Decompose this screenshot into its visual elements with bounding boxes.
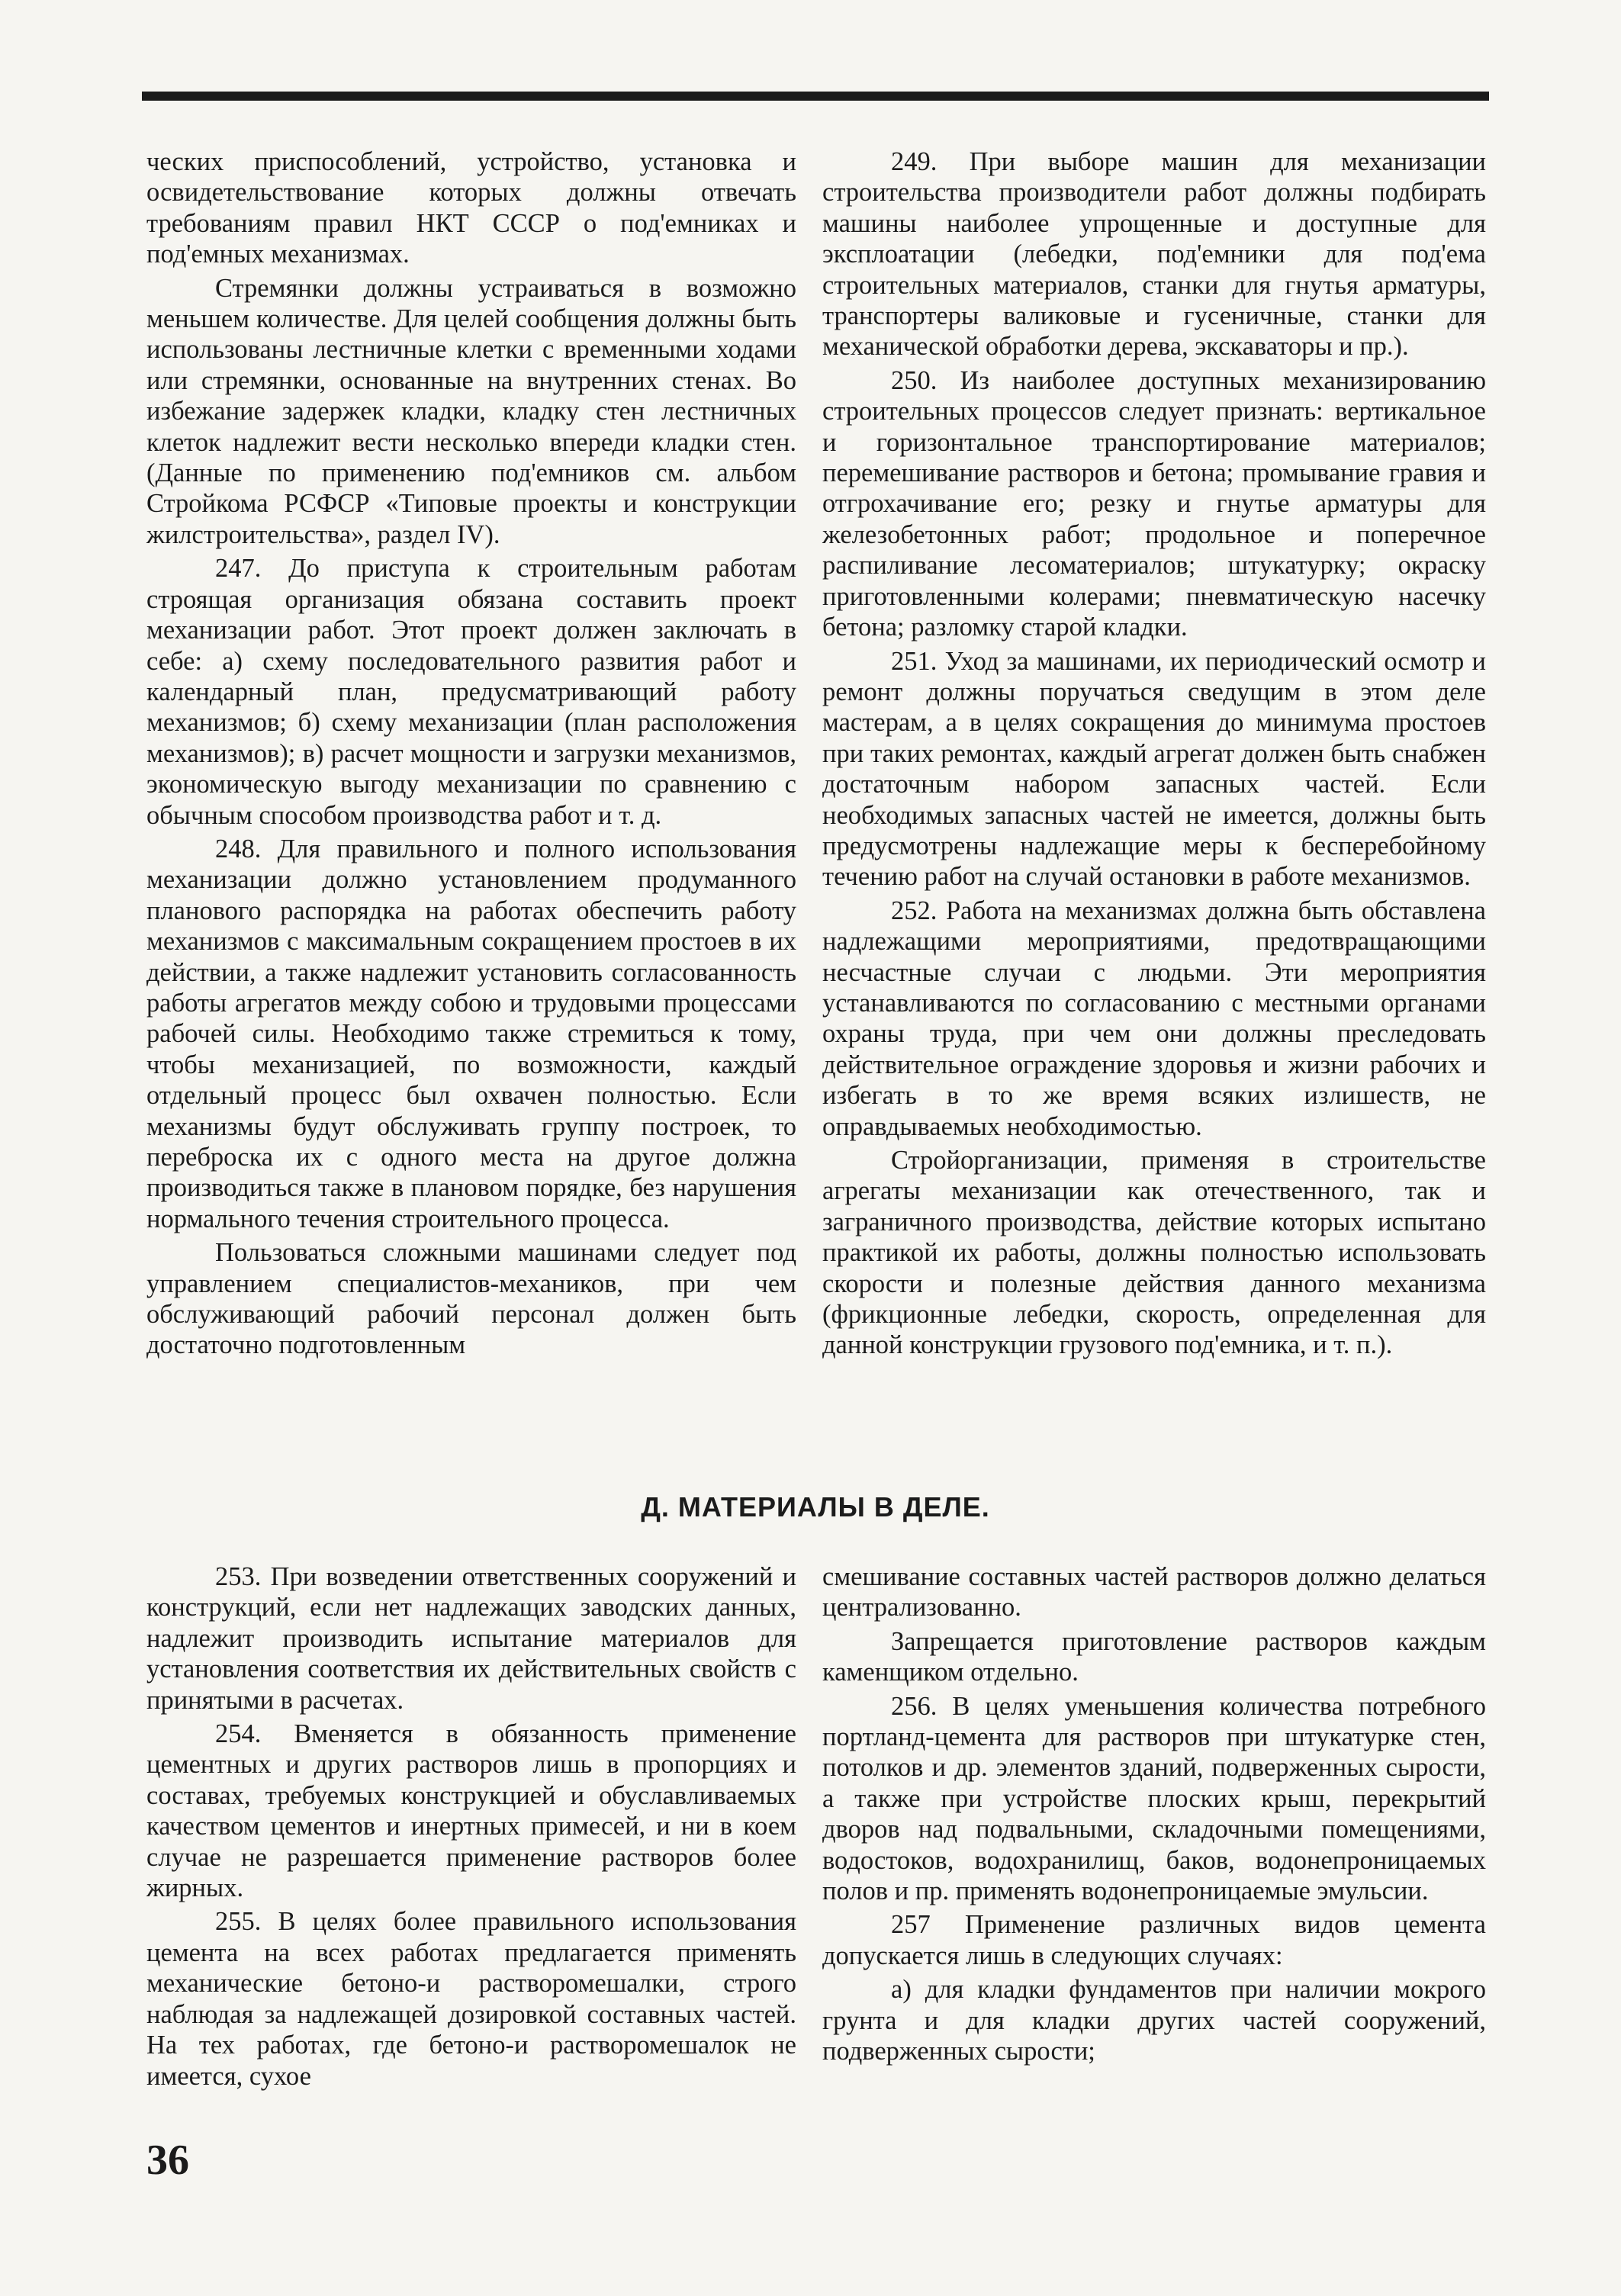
paragraph: Стремянки должны устраиваться в возможно меньшем количестве. Для целей сообщения должны быть использованы лестничные клетки с временными ходами или стремянки, основанные на внутренних стенах. Во избежание задержек кладки, кладку стен лестничных клеток надлежит вести несколько впереди кладки стен. (Данные по применению под'емников см. альбом Стройкома РСФСР «Типовые проекты и конструкции жилстроительства», раздел IV). — [146, 273, 796, 549]
column-lower-left — [146, 1561, 796, 2095]
paragraph-247: 247. До приступа к строительным работам строящая организация обязана составить проект механизации работ. Этот проект должен заключать в себе: а) схему последовательного развития работ и календарный план, предусматривающий работу механизмов; б) схему механизации (план расположения механизмов); в) расчет мощности и загрузки механизмов, экономическую выгоду механизации по сравнению с обычным способом производства работ и т. д. — [146, 554, 796, 830]
paragraph-249: 249. При выборе машин для механизации строительства производители работ должны подбирать машины наиболее упрощенные и доступные для эксплоатации (лебедки, под'емники для под'ема строительных материалов, станки для гнутья арматуры, транспортеры валиковые и гусеничные, станки для механической обработки дерева, экскаваторы и пр.). — [822, 147, 1486, 362]
paragraph: ческих приспособлений, устройство, установка и освидетельствование которых должны отвечать требованиям правил НКТ СССР о под'емниках и под'емных механизмах. — [146, 147, 796, 269]
paragraph-255: 255. В целях более правильного использования цемента на всех работах предлагается применять механические бетоно-и растворомешалки, строго наблюдая за надлежащей дозировкой составных частей. На тех работах, где бетоно-и растворомешалок не имеется, сухое — [146, 1907, 796, 2091]
paragraph-254: 254. Вменяется в обязанность применение цементных и других растворов лишь в пропорциях и составах, требуемых конструкцией и обуславливаемых качеством цементов и инертных примесей, и ни в коем случае не разрешается применение растворов более жирных. — [146, 1719, 796, 1903]
paragraph-248: 248. Для правильного и полного использования механизации должно установлением продуманного планового распорядка на работах обеспечить работу механизмов с максимальным сокращением простоев в их действии, а также надлежит установить согласованность работы агрегатов между собою и трудовыми процессами рабочей силы. Необходимо также стремиться к тому, чтобы механизацией, по возможности, каждый отдельный процесс был охвачен полностью. Если механизмы будут обслуживать группу построек, то переброска их с одного места на другое должна производиться также в плановом порядке, без нарушения нормального течения строительного процесса. — [146, 834, 796, 1233]
paragraph-257: 257 Применение различных видов цемента допускается лишь в следующих случаях: — [822, 1910, 1486, 1970]
top-rule — [142, 92, 1489, 101]
paragraph: Стройорганизации, применяя в строительстве агрегаты механизации как отечественного, так и заграничного производства, действие которых испытано практикой их работы, должны полностью использовать скорости и полезные действия данного механизма (фрикционные лебедки, скорость, определенная для данной конструкции грузового под'емника, и т. п.). — [822, 1146, 1486, 1360]
list-item: а) для кладки фундаментов при наличии мокрого грунта и для кладки других частей сооружений, подверженных сырости; — [822, 1975, 1486, 2066]
paragraph: смешивание составных частей растворов должно делаться централизованно. — [822, 1562, 1486, 1622]
paragraph: Пользоваться сложными машинами следует под управлением специалистов-механиков, при чем обслуживающий рабочий персонал должен быть достаточно подготовленным — [146, 1238, 796, 1360]
column-upper-right — [822, 146, 1486, 1364]
section-heading: Д. МАТЕРИАЛЫ В ДЕЛЕ. — [641, 1491, 990, 1523]
paragraph-253: 253. При возведении ответственных сооружений и конструкций, если нет надлежащих заводских данных, надлежит производить испытание материалов для установления соответствия их действительных свойств с принятыми в расчетах. — [146, 1562, 796, 1715]
column-lower-right — [822, 1561, 1486, 2070]
paragraph-250: 250. Из наиболее доступных механизированию строительных процессов следует признать: вертикальное и горизонтальное транспортирование материалов; перемешивание растворов и бетона; промывание гравия и отгрохачивание его; резку и гнутье арматуры для железобетонных работ; продольное и поперечное распиливание лесоматериалов; штукатурку; окраску приготовленными колерами; пневматическую насечку бетона; разломку старой кладки. — [822, 365, 1486, 642]
paragraph-251: 251. Уход за машинами, их периодический осмотр и ремонт должны поручаться сведущим в этом деле мастерам, а в целях сокращения до минимума простоев при таких ремонтах, каждый агрегат должен быть снабжен достаточным набором запасных частей. Если необходимых запасных частей не имеется, должны быть предусмотрены надлежащие меры к бесперебойному течению работ на случай остановки в работе механизмов. — [822, 646, 1486, 892]
paragraph-252: 252. Работа на механизмах должна быть обставлена надлежащими мероприятиями, предотвращающими несчастные случаи с людьми. Эти мероприятия устанавливаются по согласованию с местными органами охраны труда, при чем они должны преследовать действительное ограждение здоровья и жизни рабочих и избегать в то же время всяких излишеств, не оправдываемых необходимостью. — [822, 896, 1486, 1141]
paragraph: Запрещается приготовление растворов каждым каменщиком отдельно. — [822, 1626, 1486, 1687]
paragraph-256: 256. В целях уменьшения количества потребного портланд-цемента для растворов при штукатурке стен, потолков и др. элементов зданий, подверженных сырости, а также при устройстве плоских крыш, перекрытий дворов над подвальными, складочными помещениями, водостоков, водохранилищ, баков, водонепроницаемых полов и пр. применять водонепроницаемые эмульсии. — [822, 1691, 1486, 1906]
page-number: 36 — [146, 2137, 189, 2184]
column-upper-left — [146, 146, 796, 1364]
